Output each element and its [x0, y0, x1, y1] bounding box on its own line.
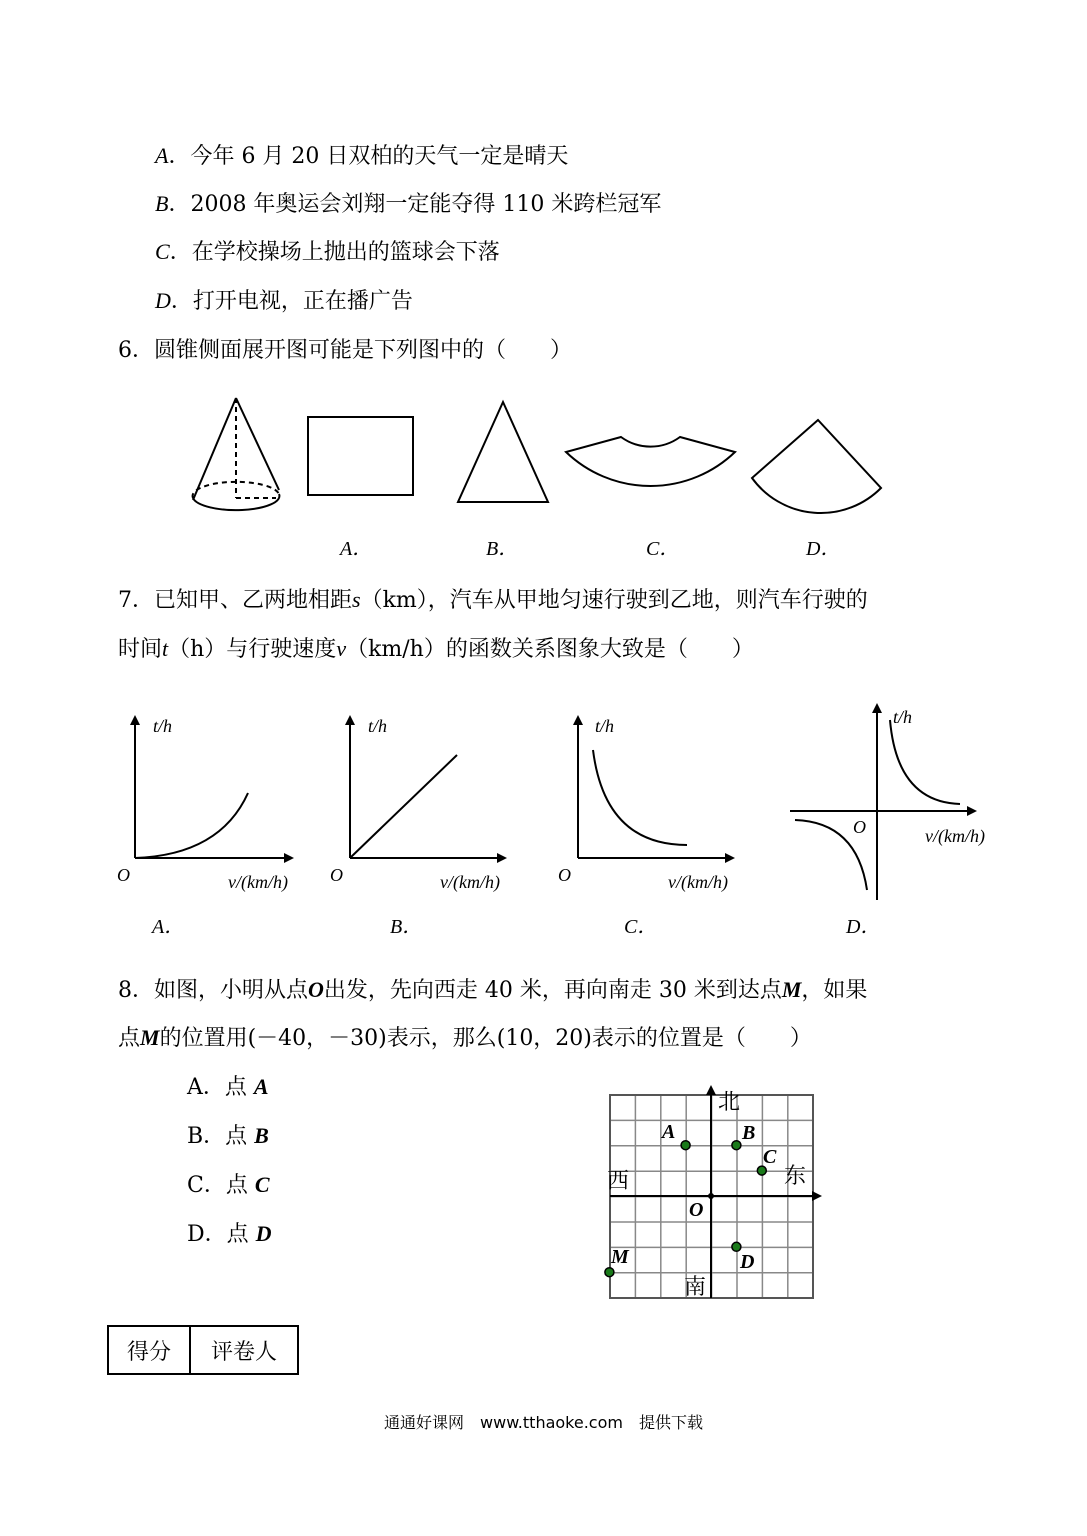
- q7-label-a: A．: [152, 916, 185, 938]
- q7-label-c: C．: [624, 916, 658, 938]
- q8-grid: [0, 1085, 1087, 1315]
- score-table: [107, 1325, 299, 1375]
- point-o: O: [308, 977, 324, 1002]
- rectangle-figure: [308, 417, 413, 495]
- text: 8．如图，小明从点: [118, 978, 308, 1003]
- text: ，如果: [801, 978, 868, 1003]
- ylabel-a: t/h: [153, 716, 173, 736]
- option-letter: C: [155, 239, 170, 264]
- graph-d: [790, 705, 975, 900]
- point-c-label: C: [763, 1146, 777, 1168]
- graph-a: [135, 717, 292, 858]
- option-point: A: [253, 1074, 269, 1099]
- origin-dot: [708, 1193, 714, 1199]
- var-t: t: [162, 636, 169, 661]
- q7-stem-line1: [118, 586, 868, 615]
- text: 出发，先向西走 40 米，再向南走 30 米到达点: [323, 978, 782, 1003]
- option-point: B: [254, 1123, 269, 1148]
- q5-option-b: [155, 190, 661, 219]
- point-a-label: A: [662, 1121, 676, 1143]
- curve-a: [135, 793, 248, 858]
- origin-d: O: [853, 817, 866, 837]
- var-s: s: [352, 587, 361, 612]
- west-label: 西: [607, 1168, 630, 1193]
- origin-c: O: [558, 865, 571, 885]
- point-d-label: D: [740, 1251, 755, 1273]
- option-text: ．2008 年奥运会刘翔一定能夺得 110 米跨栏冠军: [168, 192, 662, 217]
- cone-figure: [193, 398, 280, 510]
- point-b-dot: [732, 1141, 741, 1150]
- point-d-dot: [732, 1242, 741, 1251]
- q6-label-b: B．: [486, 538, 519, 560]
- text: 时间: [118, 637, 163, 662]
- ylabel-b: t/h: [368, 716, 388, 736]
- option-point: C: [254, 1172, 270, 1197]
- q8-stem-line2: [118, 1024, 812, 1053]
- origin-b: O: [330, 865, 343, 885]
- text: （km/h）的函数关系图象大致是（ ）: [346, 637, 754, 662]
- point-m: M: [781, 977, 802, 1002]
- point-m-label: M: [611, 1246, 629, 1268]
- q6-label-d: D．: [806, 538, 841, 560]
- q7-graphs: [0, 700, 1087, 910]
- text: （h）与行驶速度: [168, 637, 337, 662]
- q6-stem: 6．圆锥侧面展开图可能是下列图中的（ ）: [118, 338, 572, 363]
- sector-figure: [752, 420, 881, 513]
- q8-stem-line1: [118, 976, 867, 1005]
- footer: 通通好课网 www.tthaoke.com 提供下载: [384, 1413, 703, 1432]
- ylabel-c: t/h: [595, 716, 615, 736]
- q5-option-a: [155, 142, 568, 171]
- q6-figures: [0, 390, 1087, 530]
- q6-label-a: A．: [340, 538, 373, 560]
- triangle-figure: [458, 402, 548, 502]
- option-letter: D: [155, 288, 171, 313]
- option-text: B．点: [187, 1124, 255, 1149]
- q5-option-d: [155, 287, 413, 316]
- origin-a: O: [117, 865, 130, 885]
- graph-c: [578, 717, 733, 858]
- xlabel-b: v/(km/h): [440, 872, 500, 892]
- q7-label-b: B．: [390, 916, 423, 938]
- point-m: M: [140, 1025, 160, 1050]
- annular-sector-figure: [566, 437, 735, 486]
- grader-cell: 评卷人: [190, 1326, 298, 1374]
- q5-option-c: [155, 238, 500, 267]
- xlabel-d: v/(km/h): [925, 826, 985, 846]
- q7-stem-line2: [118, 635, 754, 664]
- point-m-dot: [605, 1268, 614, 1277]
- curve-d1: [890, 720, 960, 804]
- origin-label: O: [689, 1199, 704, 1221]
- south-label: 南: [684, 1274, 707, 1299]
- xlabel-c: v/(km/h): [668, 872, 728, 892]
- point-a-dot: [681, 1141, 690, 1150]
- option-text: D．点: [187, 1222, 256, 1247]
- option-text: ．在学校操场上抛出的篮球会下落: [169, 240, 500, 265]
- option-text: ．打开电视，正在播广告: [170, 289, 413, 314]
- q6-label-c: C．: [646, 538, 680, 560]
- line-b: [350, 755, 457, 858]
- curve-c: [593, 750, 687, 845]
- q7-label-d: D．: [846, 916, 881, 938]
- ylabel-d: t/h: [893, 707, 913, 727]
- text: 点: [118, 1026, 141, 1051]
- east-label: 东: [784, 1163, 807, 1188]
- point-b-label: B: [742, 1122, 756, 1144]
- score-cell: 得分: [108, 1326, 190, 1374]
- option-text: A．点: [187, 1075, 254, 1100]
- var-v: v: [336, 636, 347, 661]
- graph-b: [350, 717, 505, 858]
- option-letter: B: [155, 191, 169, 216]
- option-text: C．点: [187, 1173, 255, 1198]
- option-text: ．今年 6 月 20 日双柏的天气一定是晴天: [168, 144, 569, 169]
- option-letter: A: [155, 143, 169, 168]
- text: （km），汽车从甲地匀速行驶到乙地，则汽车行驶的: [360, 588, 868, 613]
- text: 7．已知甲、乙两地相距: [118, 588, 352, 613]
- north-label: 北: [718, 1089, 741, 1114]
- option-point: D: [255, 1221, 272, 1246]
- text: 的位置用(－40，－30)表示，那么(10，20)表示的位置是（ ）: [159, 1026, 812, 1051]
- xlabel-a: v/(km/h): [228, 872, 288, 892]
